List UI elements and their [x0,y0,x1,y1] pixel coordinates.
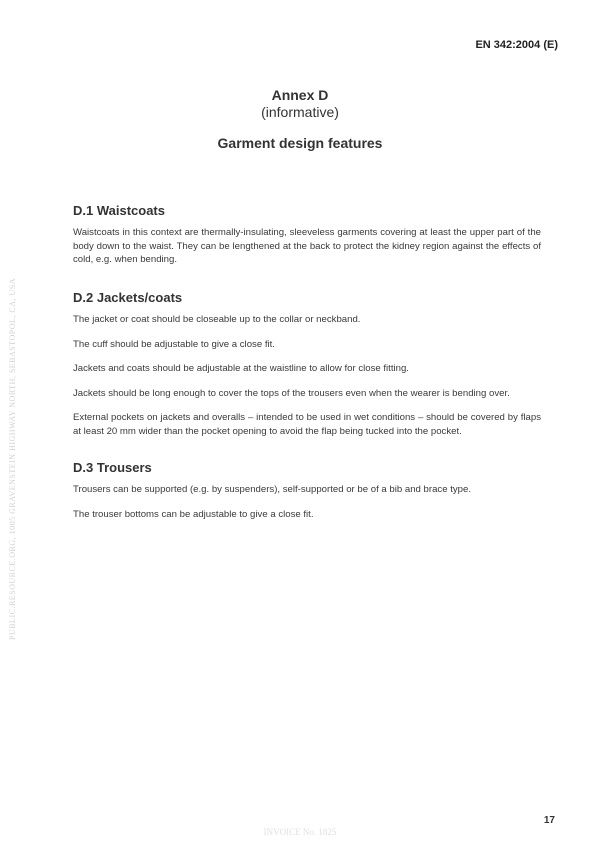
paragraph: Trousers can be supported (e.g. by suspenders), self-supported or be of a bib and brace type. [73,484,472,495]
section-heading: D.1 Waistcoats [73,203,165,218]
section-heading: D.3 Trousers [73,460,152,475]
section-trousers [73,460,541,532]
annex-title: Annex D [271,87,329,103]
annex-heading: Garment design features [217,135,383,151]
paragraph: Jackets and coats should be adjustable at the waistline to allow for close fitting. [73,363,409,374]
side-watermark: PUBLIC.RESOURCE.ORG, 1005 GRAVENSTEIN HIGHWAY NORTH, SEBASTOPOL, CA, USA [8,278,17,640]
section-waistcoats [73,203,541,278]
paragraph: The cuff should be adjustable to give a close fit. [73,338,275,350]
section-heading: D.2 Jackets/coats [73,290,183,305]
paragraph: The jacket or coat should be closeable up to the collar or neckband. [73,314,361,325]
page-number: 17 [543,815,555,826]
paragraph: Waistcoats in this context are thermally-insulating, sleeveless garments covering at least the upper part of the body down to the waist. They can be lengthened at the back to protect the kidney region against the effects of cold, e.g. when bending. [73,227,541,265]
document-id: EN 342:2004 (E) [475,39,558,51]
paragraph: Jackets should be long enough to cover the tops of the trousers even when the wearer is bending over. [73,387,510,399]
paragraph: The trouser bottoms can be adjustable to give a close fit. [73,508,314,520]
footer-stamp: INVOICE No. 1825 [263,827,337,837]
paragraph: External pockets on jackets and overalls – intended to be used in wet conditions – should be covered by flaps at least 20 mm wider than the pocket opening to avoid the flap being tucked into the pocket. [73,412,541,437]
section-jackets-coats [73,290,541,449]
annex-subtitle: (informative) [261,104,339,120]
